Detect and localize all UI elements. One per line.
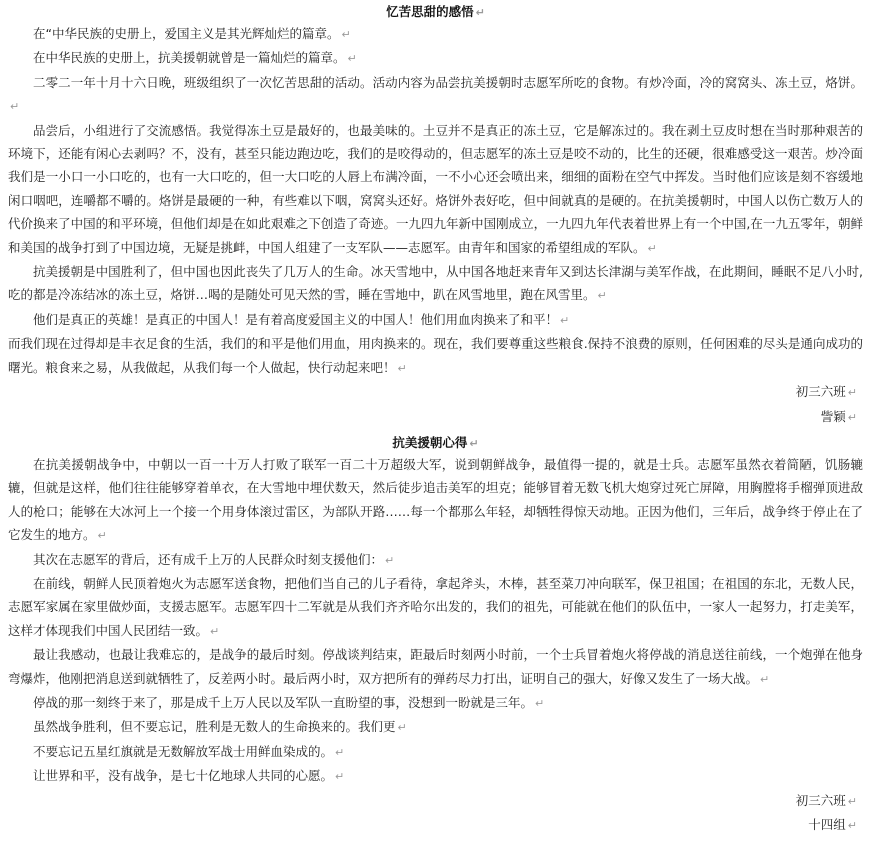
signature-author: 訾颖 ↵ bbox=[820, 408, 857, 424]
essay-paragraph: 品尝后，小组进行了交流感悟。我觉得冻土豆是最好的，也最美味的。土豆并不是真正的冻土豆，它是解冻过的。我在剥土豆皮时想在当时那种艰苦的环境下，还能有闲心去剥吗？不，没有，甚至只能边跑边吃，我们的是咬得动的，但志愿军的冻土豆是咬不动的，比生的还硬，很难感受这一艰苦。炒冷面我们是一小口一小口吃的，也有一大口吃的，但一大口吃的人唇上布满冷面，一不小心还会喷出来，细细的面粉在空气中挥发。当时他们应该是刻不容缓地闲口咽吧，连嚼都不嚼的。烙饼是最硬的一种，有些难以下咽，窝窝头还好。烙饼外表好吃，但中间就真的是硬的。在抗美援朝时，中国人以伤亡数万人的代价换来了中国的和平环境，但他们却是在如此艰难之下创造了奇迹。一九四九年新中国刚成立，一九四九年代表着世界上有一个中国,在一九五零年，朝鲜和美国的战争打到了中国边境，无疑是挑衅，中国人组建了一支军队——志愿军。由青年和国家的希望组成的军队。 ↵ bbox=[8, 122, 863, 255]
signature-class: 初三六班 ↵ bbox=[795, 792, 857, 808]
essay-title: 忆苦思甜的感悟 ↵ bbox=[386, 4, 485, 19]
essay-paragraph: 在“中华民族的史册上，爱国主义是其光辉灿烂的篇章。 ↵ bbox=[33, 26, 351, 41]
essay-paragraph: 他们是真正的英雄！是真正的中国人！是有着高度爱国主义的中国人！他们用血肉换来了和平！ ↵ bbox=[33, 311, 570, 327]
essay-paragraph: 最让我感动，也最让我难忘的，是战争的最后时刻。停战谈判结束，距最后时刻两小时前，一个士兵冒着炮火将停战的消息送往前线，一个炮弹在他身弯爆炸，他刚把消息送到就牺牲了，反差两小时。最后两小时，双方把所有的弹药尽力打出，证明自己的强大，好像又发生了一场大战。 ↵ bbox=[8, 647, 863, 686]
essay-paragraph: 抗美援朝是中国胜利了，但中国也因此丧失了几万人的生命。冰天雪地中，从中国各地赶来青年又到达长津湖与美军作战，在此期间，睡眠不足八小时,吃的都是冷冻结冰的冻土豆，烙饼…喝的是随处可见天然的雪，睡在雪地中，趴在风雪地里，跑在风雪里。 ↵ bbox=[8, 264, 863, 303]
signature-class: 初三六班 ↵ bbox=[795, 384, 857, 400]
signature-author: 十四组 ↵ bbox=[808, 817, 857, 832]
essay-paragraph: 停战的那一刻终于来了，那是成千上万人民以及军队一直盼望的事，没想到一盼就是三年。 ↵ bbox=[33, 694, 545, 710]
essay-paragraph: 让世界和平，没有战争，是七十亿地球人共同的心愿。 ↵ bbox=[33, 768, 345, 784]
essay-paragraph: 虽然战争胜利，但不要忘记，胜利是无数人的生命换来的。我们更 ↵ bbox=[33, 719, 407, 735]
essay-title: 抗美援朝心得 ↵ bbox=[392, 434, 479, 450]
essay-paragraph: 在前线，朝鲜人民顶着炮火为志愿军送食物，把他们当自己的儿子看待，拿起斧头，木棒，甚至菜刀冲向联军，保卫祖国；在祖国的东北，无数人民，志愿军家属在家里做炒面，支援志愿军。志愿军四十二军就是从我们齐齐哈尔出发的，我们的祖先，可能就在他们的队伍中，一家人一起努力，打走美军，这样才体现我们中国人民团结一致。 ↵ bbox=[8, 575, 863, 638]
essay-paragraph: 不要忘记五星红旗就是无数解放军战士用鲜血染成的。 ↵ bbox=[33, 743, 345, 759]
essay-paragraph: 在中华民族的史册上，抗美援朝就曾是一篇灿烂的篇章。 ↵ bbox=[33, 50, 357, 66]
essay-paragraph: 二零二一年十月十六日晚，班级组织了一次忆苦思甜的活动。活动内容为品尝抗美援朝时志愿军所吃的食物。有炒冷面，冷的窝窝头、冻土豆，烙饼。↵ bbox=[10, 74, 863, 114]
essay-paragraph: 而我们现在过得却是丰衣足食的生活，我们的和平是他们用血，用肉换来的。现在，我们要尊重这些粮食.保持不浪费的原则，任何困难的尽头是通向成功的曙光。粮食来之易，从我做起，从我们每一个人做起，快行动起来吧！ ↵ bbox=[8, 336, 863, 375]
essay-paragraph: 在抗美援朝战争中，中朝以一百一十万人打败了联军一百二十万超级大军，说到朝鲜战争，最值得一提的，就是士兵。志愿军虽然衣着简陋，饥肠辘辘，但就是这样，他们往往能够穿着单衣，在大雪地中埋伏数天，然后徒步追击美军的坦克；能够冒着无数飞机大炮穿过死亡屏障，用胸膛将手榴弹顶进敌人的枪口；能够在大冰河上一个接一个用身体滚过雷区，为部队开路……每一个都那么年轻，却牺牲得惊天动地。正因为他们，三年后，战争终于停止在了它发生的地方。 ↵ bbox=[8, 456, 863, 543]
essay-paragraph: 其次在志愿军的背后，还有成千上万的人民群众时刻支援他们： ↵ bbox=[33, 551, 395, 567]
